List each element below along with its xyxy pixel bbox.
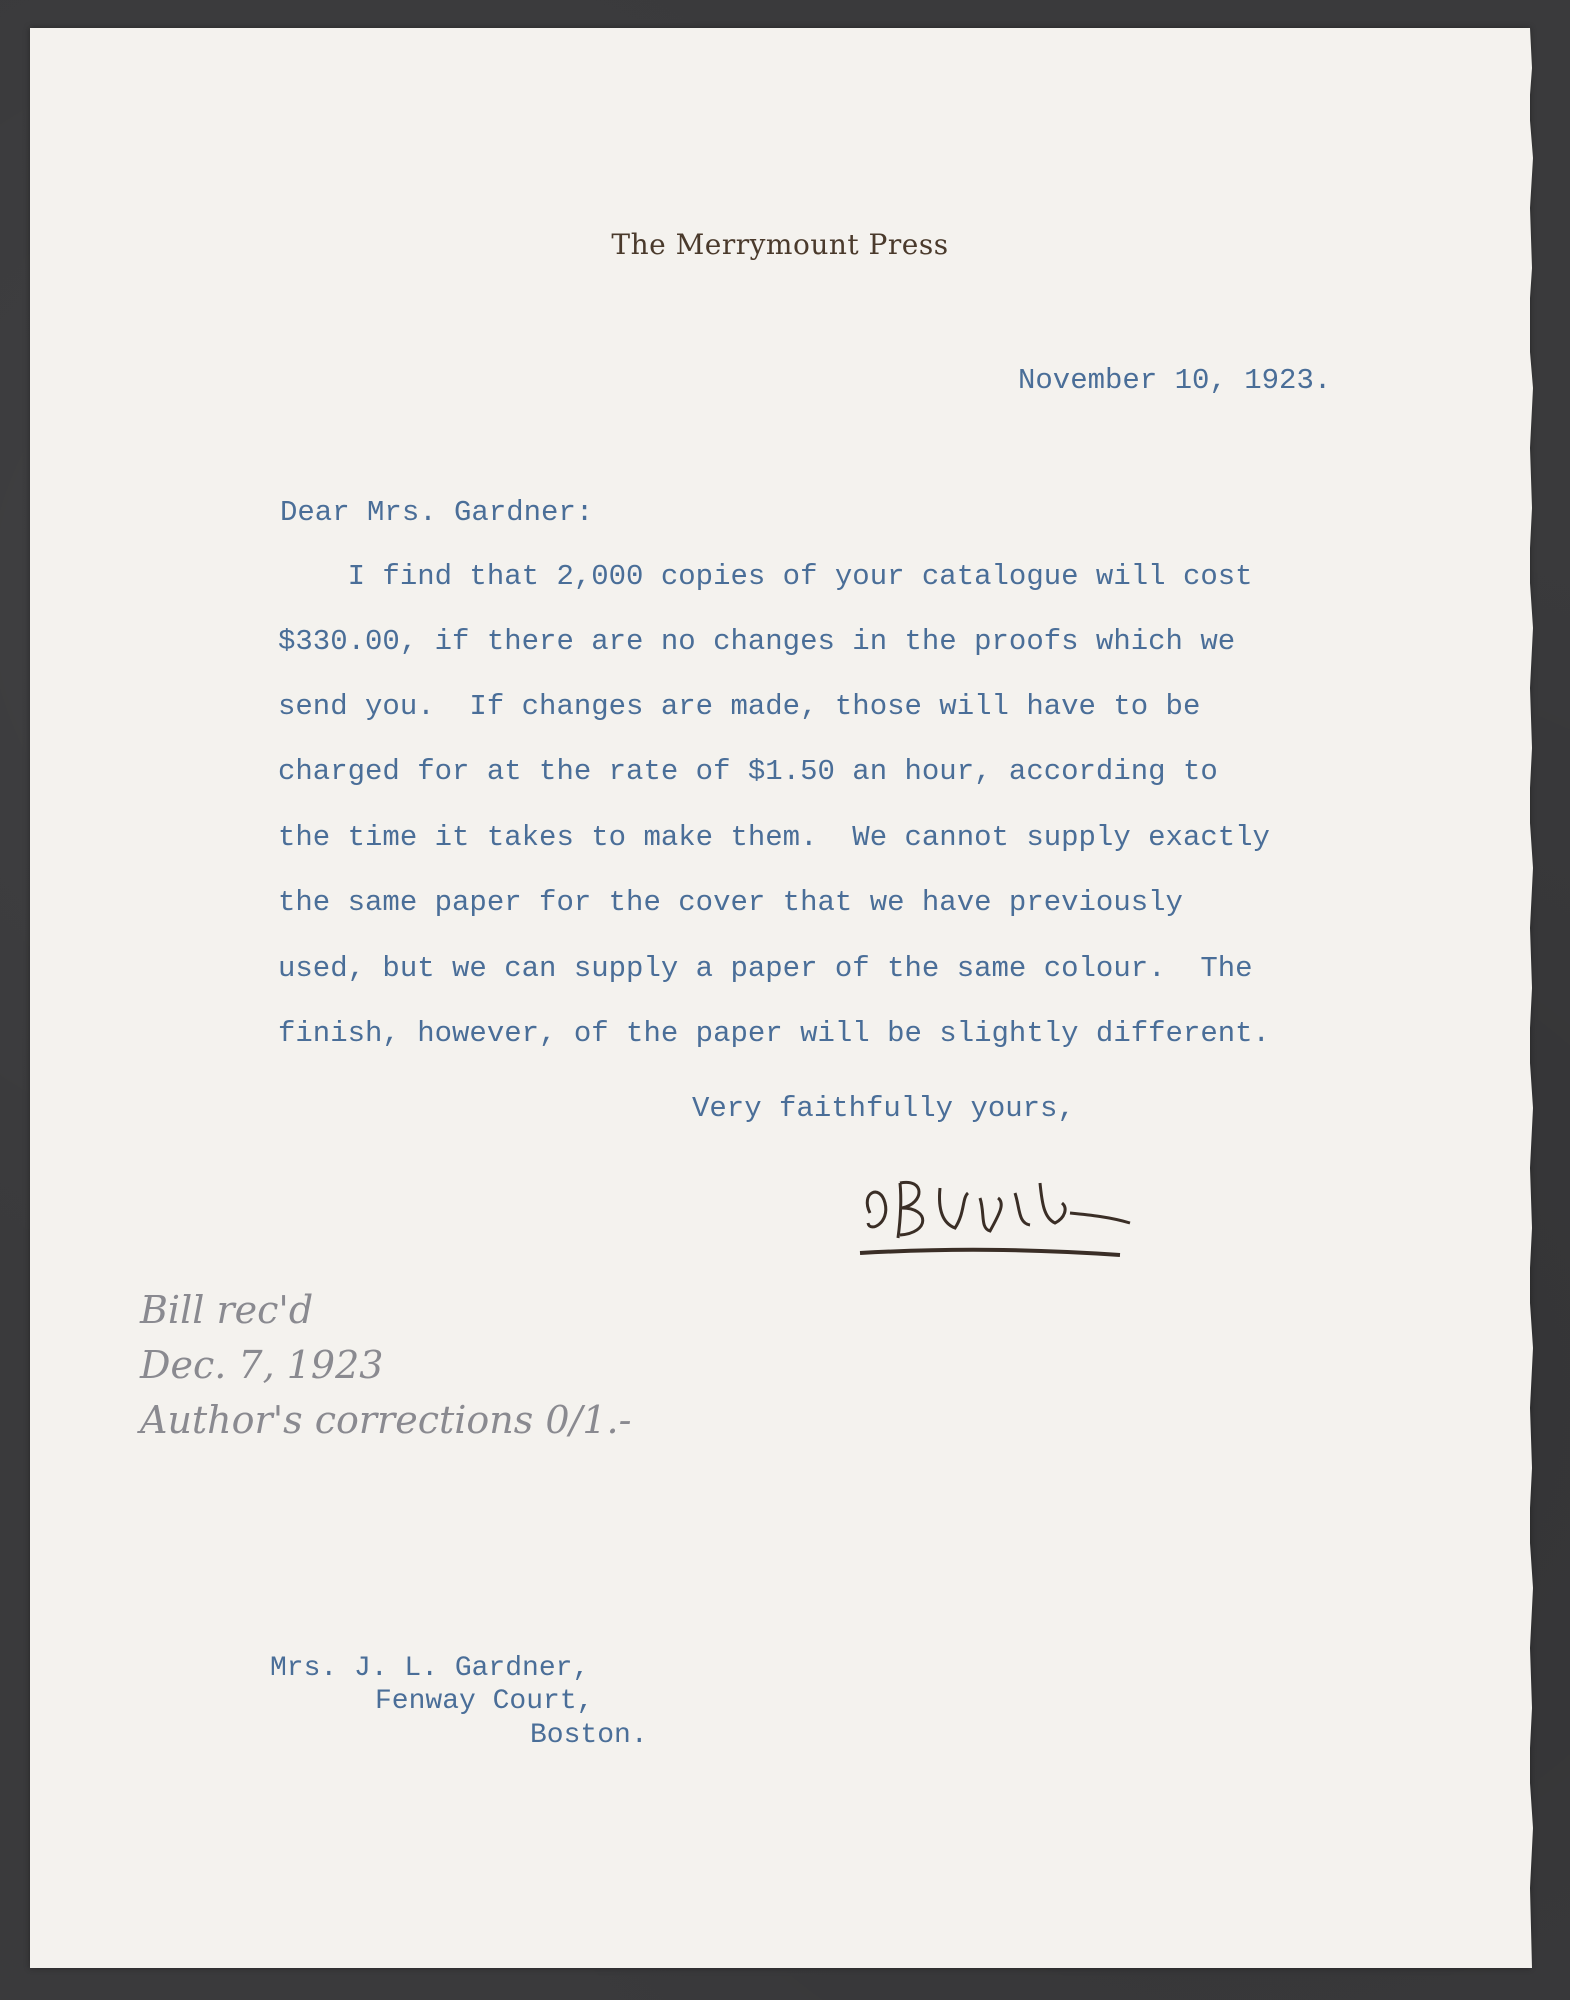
- letter-sheet: [30, 28, 1530, 1968]
- address-line: Mrs. J. L. Gardner,: [270, 1653, 590, 1684]
- salutation: Dear Mrs. Gardner:: [280, 496, 594, 529]
- handnote-line: Dec. 7, 1923: [140, 1343, 384, 1387]
- deckled-edge: [1524, 28, 1536, 1968]
- body-line: $330.00, if there are no changes in the proofs which we: [278, 625, 1236, 658]
- body-line: the same paper for the cover that we have previously: [278, 886, 1183, 919]
- handnote-line: Bill rec'd: [140, 1288, 314, 1332]
- address-line: Fenway Court,: [375, 1686, 594, 1717]
- address-line: Boston.: [530, 1720, 648, 1751]
- handwritten-note: [120, 1288, 720, 1468]
- signature: [830, 1153, 1150, 1263]
- body-line: I find that 2,000 copies of your catalogue will cost: [278, 560, 1253, 593]
- body-line: charged for at the rate of $1.50 an hour, according to: [278, 755, 1218, 788]
- closing: Very faithfully yours,: [692, 1092, 1075, 1125]
- letter-date: November 10, 1923.: [1018, 364, 1332, 397]
- body-line: send you. If changes are made, those will have to be: [278, 690, 1201, 723]
- handnote-line: Author's corrections 0/1.-: [140, 1398, 632, 1442]
- letterhead: The Merrymount Press: [611, 228, 949, 261]
- body-line: the time it takes to make them. We cannot supply exactly: [278, 821, 1270, 854]
- body-line: used, but we can supply a paper of the same colour. The: [278, 952, 1253, 985]
- body-line: finish, however, of the paper will be slightly different.: [278, 1017, 1270, 1050]
